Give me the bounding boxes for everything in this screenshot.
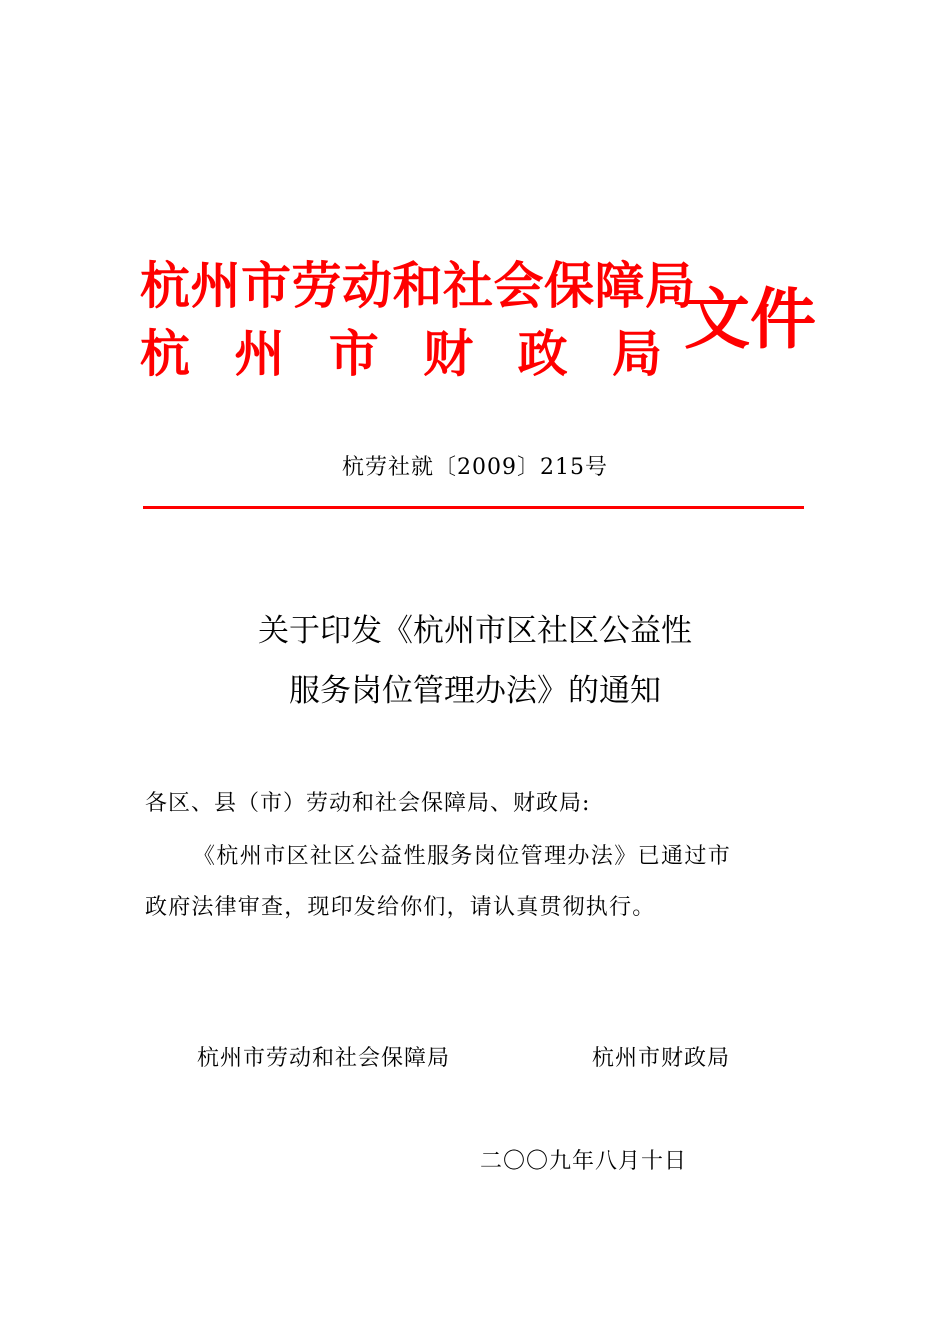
- document-title-line-2: 服务岗位管理办法》的通知: [289, 673, 661, 709]
- issuer-char: 州: [234, 325, 285, 383]
- red-divider-line: [143, 506, 804, 509]
- document-title-line-1: 关于印发《杭州市区社区公益性: [258, 613, 692, 649]
- issuer-char: 政: [517, 325, 568, 383]
- addressee-line: 各区、县（市）劳动和社会保障局、财政局:: [145, 791, 591, 816]
- document-type-label: 文件: [684, 281, 816, 358]
- signature-labor-bureau: 杭州市劳动和社会保障局: [197, 1046, 451, 1071]
- issuer-line-labor-bureau: 杭州市劳动和社会保障局: [140, 257, 696, 315]
- issuer-char: 杭: [140, 325, 190, 383]
- body-paragraph-line-2: 政府法律审查，现印发给你们，请认真贯彻执行。: [145, 895, 656, 920]
- document-header: [140, 256, 820, 386]
- issue-date: 二〇〇九年八月十日: [480, 1149, 688, 1174]
- issuer-line-finance-bureau: [140, 324, 662, 384]
- body-paragraph-line-1: 《杭州市区社区公益性服务岗位管理办法》已通过市: [193, 844, 732, 869]
- issuer-char: 财: [423, 325, 474, 383]
- issuer-char: 市: [328, 325, 379, 383]
- issuer-char: 局: [611, 325, 662, 383]
- document-number: 杭劳社就〔2009〕215号: [342, 455, 608, 480]
- signature-finance-bureau: 杭州市财政局: [592, 1046, 731, 1071]
